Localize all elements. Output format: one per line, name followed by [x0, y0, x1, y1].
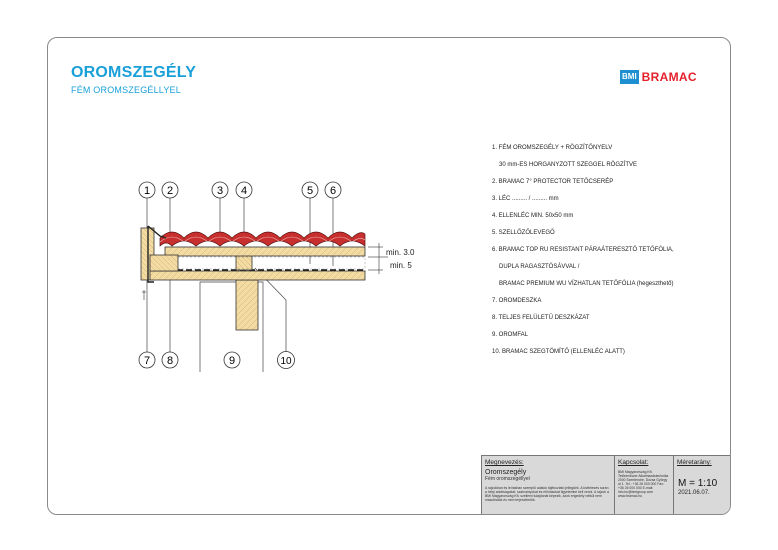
page-title: OROMSZEGÉLY	[71, 64, 197, 81]
marker-9	[224, 352, 240, 368]
legend-item: 9. OROMFAL	[492, 332, 529, 338]
tile-batten	[165, 247, 365, 256]
bramac-logo-text: BRAMAC	[641, 70, 697, 84]
svg-text:6: 6	[329, 185, 337, 197]
scale-header: Méretarány:	[677, 459, 712, 466]
title-block-contact	[615, 456, 674, 514]
svg-text:4: 4	[240, 185, 248, 197]
legend-item: 7. OROMDESZKA	[492, 298, 542, 304]
svg-text:3: 3	[216, 185, 224, 197]
svg-text:5: 5	[306, 185, 314, 197]
roof-tiles	[160, 232, 365, 246]
legend-item: 30 mm-ES HORGANYZOTT SZEGGEL RÖGZÍTVE	[499, 162, 638, 168]
contact-header: Kapcsolat:	[618, 459, 649, 466]
legend-item: 6. BRAMAC TOP RU RESISTANT PÁRAÁTERESZTŐ TETŐFÓLIA,	[492, 247, 674, 253]
svg-text:9: 9	[228, 355, 236, 367]
edge-timber	[150, 255, 178, 271]
legend-item: BRAMAC PREMIUM WU VÍZHATLAN TETŐFÓLIA (hegeszthető)	[499, 281, 674, 287]
contact-text: BMI Magyarország Kft. Tetőrendszer Alkalmazástechnika 2000 Szentendre, Dózsa György út 1. Tel.: +36 26 000 000 Fax: +36 26 000 000 E-mail: info.hu@bmigroup.com www.bramac.hu	[618, 470, 669, 498]
legend-item: 1. FÉM OROMSZEGÉLY + RÖGZÍTŐNYELV	[492, 145, 613, 151]
svg-text:10: 10	[280, 356, 292, 367]
svg-text:2: 2	[166, 185, 174, 197]
dimension-label-1: min. 3.0	[386, 248, 415, 257]
legend-item: 2. BRAMAC 7° PROTECTOR TETŐCSERÉP	[492, 179, 614, 185]
bmi-logo-mark: BMI	[620, 70, 639, 84]
gable-wall	[236, 280, 258, 330]
marker-4	[236, 182, 252, 198]
marker-8	[162, 352, 178, 368]
page-subtitle: FÉM OROMSZEGÉLLYEL	[71, 85, 181, 95]
drawing-name: Oromszegély	[485, 469, 527, 476]
legend-item: 3. LÉC ......... / ......... mm	[492, 196, 559, 202]
drawing-date: 2021.06.07.	[678, 490, 710, 496]
marker-3	[212, 182, 228, 198]
marker-10	[278, 352, 295, 369]
dimension-label-2: min. 5	[390, 261, 412, 270]
marker-7	[139, 352, 155, 368]
marker-1	[139, 182, 155, 198]
marker-5	[302, 182, 318, 198]
counter-batten	[236, 255, 252, 270]
legend-item: DUPLA RAGASZTÓSÁVVAL /	[499, 264, 580, 270]
legend-item: 4. ELLENLÉC MIN. 50x50 mm	[492, 213, 574, 219]
drawing-name-sub: Fém oromszegéllyel	[485, 476, 530, 482]
marker-2	[162, 182, 178, 198]
dimension-marks	[368, 243, 388, 274]
full-boarding	[150, 271, 365, 280]
title-block	[481, 455, 730, 514]
marker-6	[325, 182, 341, 198]
svg-text:8: 8	[166, 355, 174, 367]
title-block-name	[482, 456, 615, 514]
legend-item: 8. TELJES FELÜLETŰ DESZKÁZAT	[492, 315, 590, 321]
legend-item: 10. BRAMAC SZEGTÖMÍTŐ (ELLENLÉC ALATT)	[492, 349, 625, 355]
svg-text:1: 1	[143, 185, 151, 197]
legend-item: 5. SZELLŐZŐLEVEGŐ	[492, 230, 555, 236]
disclaimer-text: A rajzokban és leírásban szereplő adatok tájékoztató jellegűek. A kivitelezés során a helyi adottságokat, szabványokat és előírásokat figyelembe kell venni. A rajzok a BMI Magyarország Kft. szellemi tulajdonát képezik, azok engedély nélkül nem másolhatók és nem terjeszthetők.	[485, 486, 609, 502]
scale-value: M = 1:10	[678, 478, 718, 489]
svg-text:7: 7	[143, 355, 151, 367]
name-header: Megnevezés:	[485, 459, 524, 466]
title-block-scale	[674, 456, 730, 514]
